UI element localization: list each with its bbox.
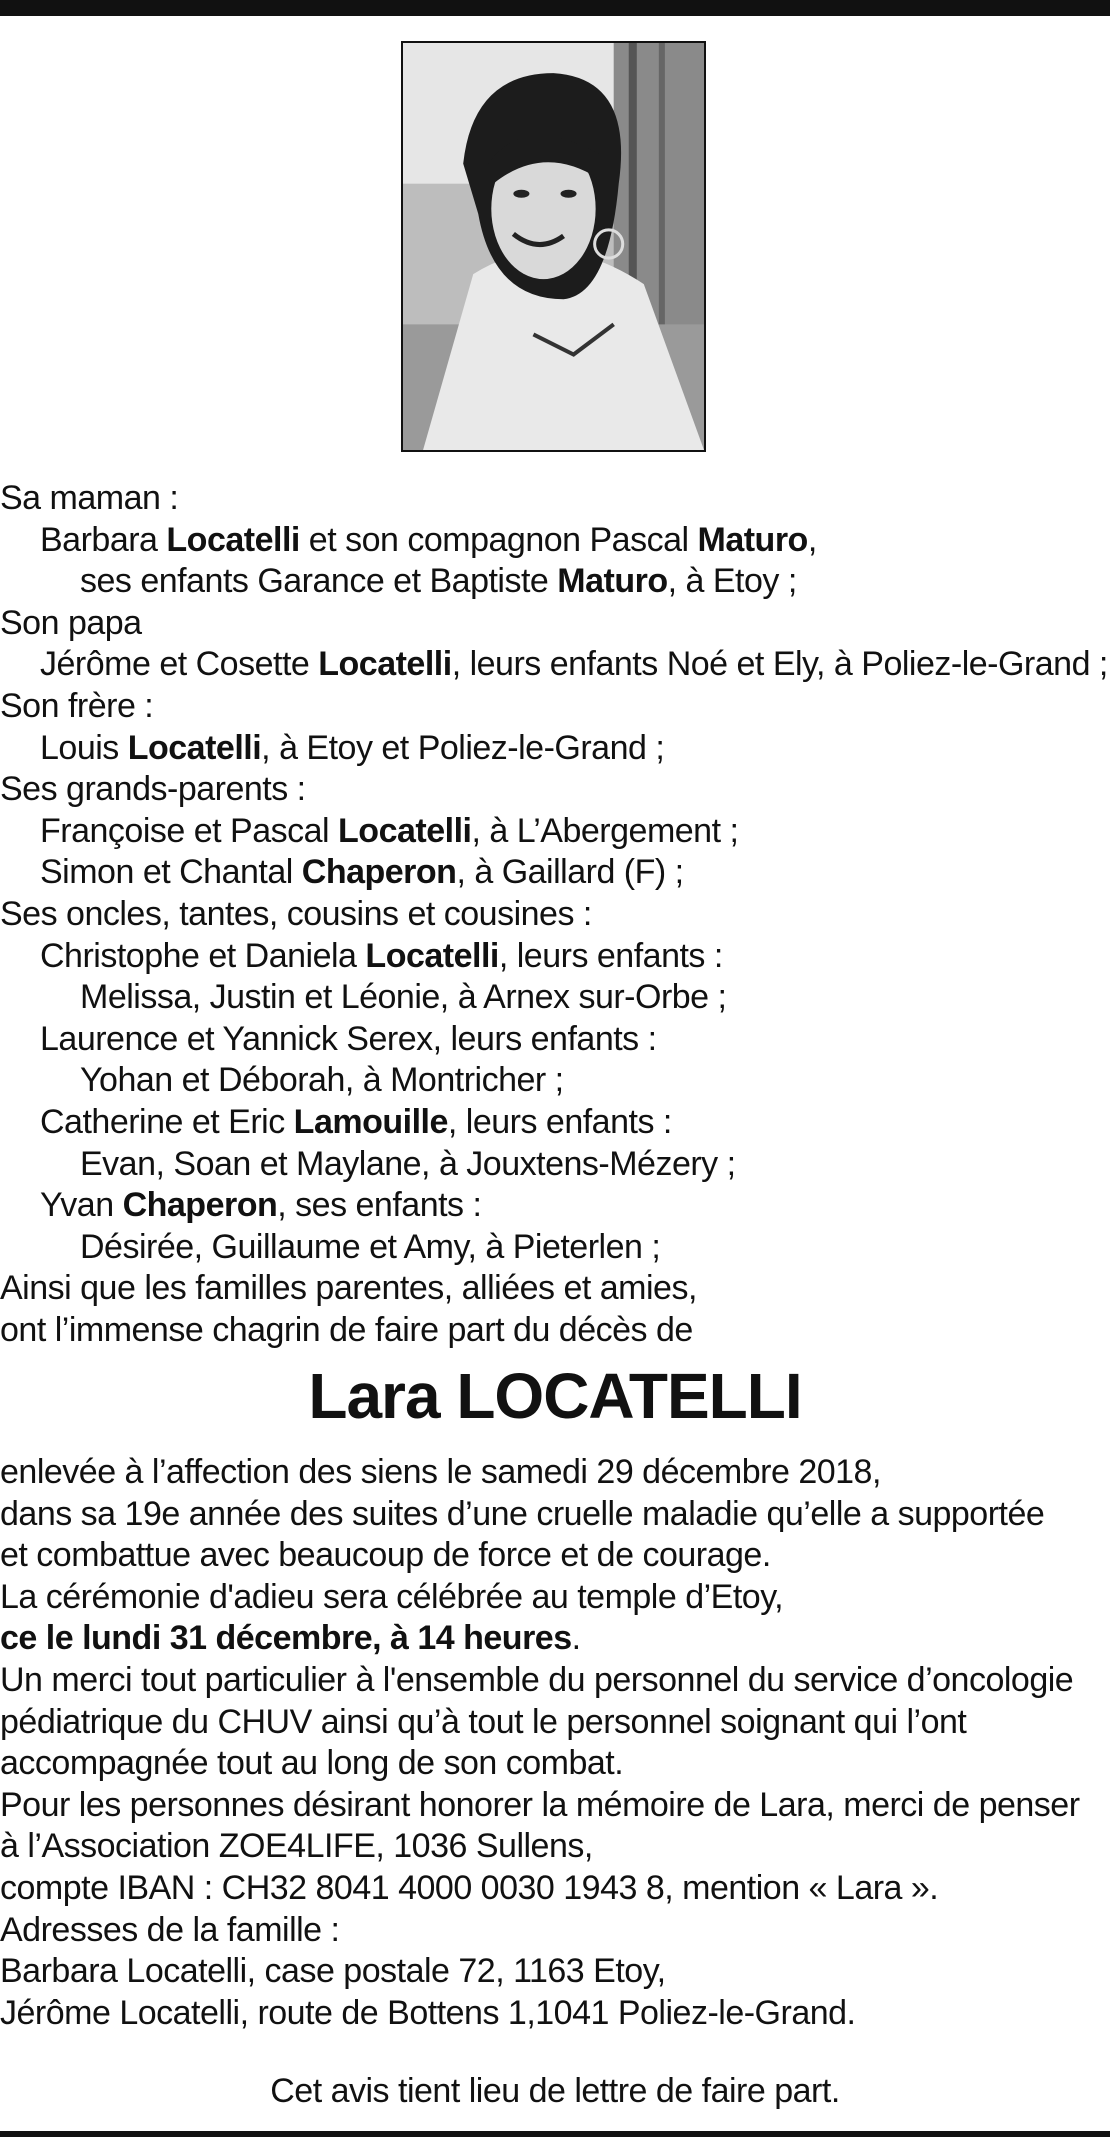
uncles-line-1: Christophe et Daniela Locatelli, leurs enfants :: [40, 936, 723, 975]
details-line-8: accompagnée tout au long de son combat.: [0, 1744, 624, 1783]
uncles-line-5: Catherine et Eric Lamouille, leurs enfants :: [40, 1102, 672, 1141]
uncles-line-8: Désirée, Guillaume et Amy, à Pieterlen ;: [80, 1227, 661, 1266]
uncles-heading: Ses oncles, tantes, cousins et cousines :: [0, 894, 592, 933]
footer-note: Cet avis tient lieu de lettre de faire part.: [270, 2072, 840, 2110]
frere-heading: Son frère :: [0, 686, 154, 725]
details-line-1: enlevée à l’affection des siens le samedi 29 décembre 2018,: [0, 1453, 881, 1491]
maman-heading: Sa maman :: [0, 479, 179, 517]
details-line-6: Un merci tout particulier à l'ensemble du personnel du service d’oncologie: [0, 1660, 1074, 1699]
details-line-11: compte IBAN : CH32 8041 4000 0030 1943 8, mention « Lara ».: [0, 1868, 939, 1907]
uncles-line-2: Melissa, Justin et Léonie, à Arnex sur-Orbe ;: [80, 978, 727, 1017]
maman-line-1: Barbara Locatelli et son compagnon Pascal Maturo,: [40, 520, 817, 559]
uncles-line-3: Laurence et Yannick Serex, leurs enfants :: [40, 1019, 657, 1058]
portrait-photo: [401, 41, 706, 452]
details-line-13: Barbara Locatelli, case postale 72, 1163 Etoy,: [0, 1952, 666, 1991]
frere-line-1: Louis Locatelli, à Etoy et Poliez-le-Grand ;: [40, 728, 665, 767]
bottom-border-rule: [0, 2131, 1110, 2137]
deceased-name-heading: Lara LOCATELLI: [308, 1360, 802, 1432]
details-block: [0, 1452, 1110, 2034]
top-border-rule: [0, 0, 1110, 16]
details-line-10: à l’Association ZOE4LIFE, 1036 Sullens,: [0, 1827, 593, 1866]
uncles-line-6: Evan, Soan et Maylane, à Jouxtens-Mézery ;: [80, 1144, 736, 1183]
closing-line-1: Ainsi que les familles parentes, alliées et amies,: [0, 1269, 697, 1308]
details-line-2: dans sa 19e année des suites d’une cruelle maladie qu’elle a supportée: [0, 1494, 1045, 1533]
details-line-3: et combattue avec beaucoup de force et de courage.: [0, 1536, 771, 1575]
grandparents-line-1: Françoise et Pascal Locatelli, à L’Abergement ;: [40, 811, 739, 850]
details-line-12: Adresses de la famille :: [0, 1910, 340, 1949]
papa-line-1: Jérôme et Cosette Locatelli, leurs enfants Noé et Ely, à Poliez-le-Grand ;: [40, 645, 1108, 684]
details-line-4: La cérémonie d'adieu sera célébrée au temple d’Etoy,: [0, 1577, 784, 1616]
family-list: [0, 478, 1110, 1351]
maman-line-2: ses enfants Garance et Baptiste Maturo, à Etoy ;: [80, 562, 797, 601]
closing-line-2: ont l’immense chagrin de faire part du décès de: [0, 1310, 693, 1349]
portrait-image: [403, 43, 704, 450]
details-line-7: pédiatrique du CHUV ainsi qu’à tout le personnel soignant qui l’ont: [0, 1702, 967, 1741]
papa-heading: Son papa: [0, 603, 142, 642]
grandparents-heading: Ses grands-parents :: [0, 770, 306, 809]
ceremony-date-line: ce le lundi 31 décembre, à 14 heures.: [0, 1619, 581, 1658]
details-line-9: Pour les personnes désirant honorer la mémoire de Lara, merci de penser: [0, 1785, 1080, 1824]
grandparents-line-2: Simon et Chantal Chaperon, à Gaillard (F) ;: [40, 853, 684, 892]
details-line-14: Jérôme Locatelli, route de Bottens 1,1041 Poliez-le-Grand.: [0, 1993, 856, 2032]
uncles-line-4: Yohan et Déborah, à Montricher ;: [80, 1061, 564, 1100]
uncles-line-7: Yvan Chaperon, ses enfants :: [40, 1186, 482, 1225]
